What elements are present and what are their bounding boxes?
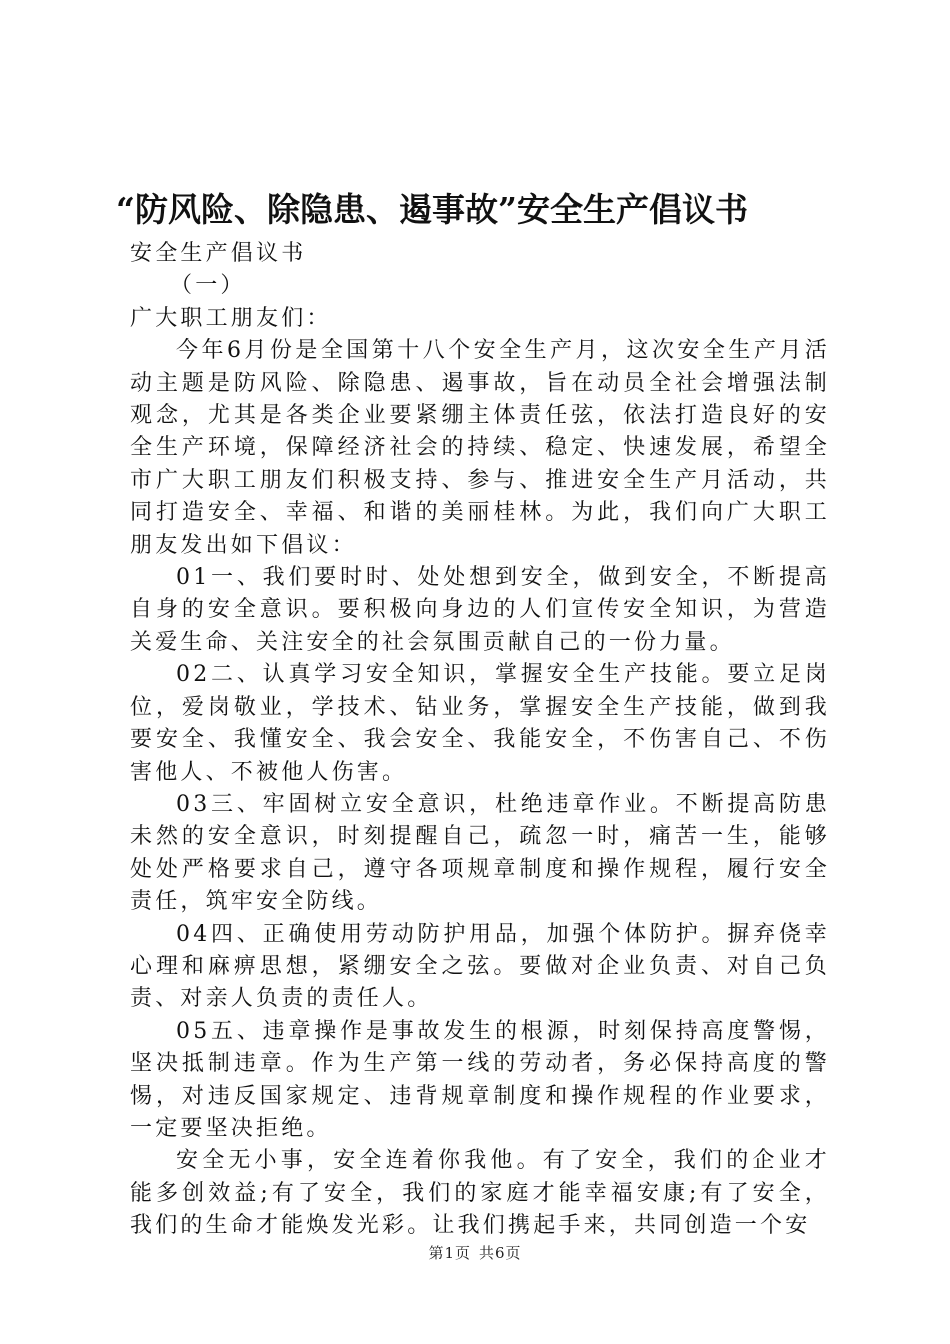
section-number: （一） [170, 273, 246, 299]
salutation: 广大职工朋友们： [130, 305, 332, 331]
paragraph-closing: 安全无小事，安全连着你我他。有了安全，我们的企业才能多创效益;有了安全，我们的家庭才能幸福安康;有了安全，我们的生命才能焕发光彩。让我们携起手来，共同创造一个安 [130, 1148, 830, 1239]
document-body [130, 238, 830, 1243]
page-total: 共6页 [479, 1244, 522, 1262]
document-subtitle: 安全生产倡议书 [130, 241, 307, 266]
paragraph-item-2: 02二、认真学习安全知识，掌握安全生产技能。要立足岗位，爱岗敬业，学技术、钻业务，掌握安全生产技能，做到我要安全、我懂安全、我会安全、我能安全，不伤害自己、不伤害他人、不被他人伤害。 [130, 662, 830, 785]
paragraph-item-5: 05五、违章操作是事故发生的根源，时刻保持高度警惕，坚决抵制违章。作为生产第一线的劳动者，务必保持高度的警惕，对违反国家规定、违背规章制度和操作规程的作业要求，一定要坚决拒绝。 [130, 1018, 830, 1141]
document-title: “防风险、除隐患、遏事故”安全生产倡议书 [116, 190, 748, 229]
paragraph-item-3: 03三、牢固树立安全意识，杜绝违章作业。不断提高防患未然的安全意识，时刻提醒自己，疏忽一时，痛苦一生，能够处处严格要求自己，遵守各项规章制度和操作规程，履行安全责任，筑牢安全防线。 [130, 791, 830, 915]
paragraph-intro: 今年6月份是全国第十八个安全生产月，这次安全生产月活动主题是防风险、除隐患、遏事故，旨在动员全社会增强法制观念，尤其是各类企业要紧绷主体责任弦，依法打造良好的安全生产环境，保障经济社会的持续、稳定、快速发展，希望全市广大职工朋友们积极支持、参与、推进安全生产月活动，共同打造安全、幸福、和谐的美丽桂林。为此，我们向广大职工朋友发出如下倡议： [130, 338, 830, 558]
paragraph-item-1: 01一、我们要时时、处处想到安全，做到安全，不断提高自身的安全意识。要积极向身边的人们宣传安全知识，为营造关爱生命、关注安全的社会氛围贡献自己的一份力量。 [130, 565, 830, 655]
page-footer [0, 1243, 950, 1263]
page-number: 第1页 [428, 1244, 471, 1262]
paragraph-item-4: 04四、正确使用劳动防护用品，加强个体防护。摒弃侥幸心理和麻痹思想，紧绷安全之弦。要做对企业负责、对自己负责、对亲人负责的责任人。 [130, 921, 830, 1012]
